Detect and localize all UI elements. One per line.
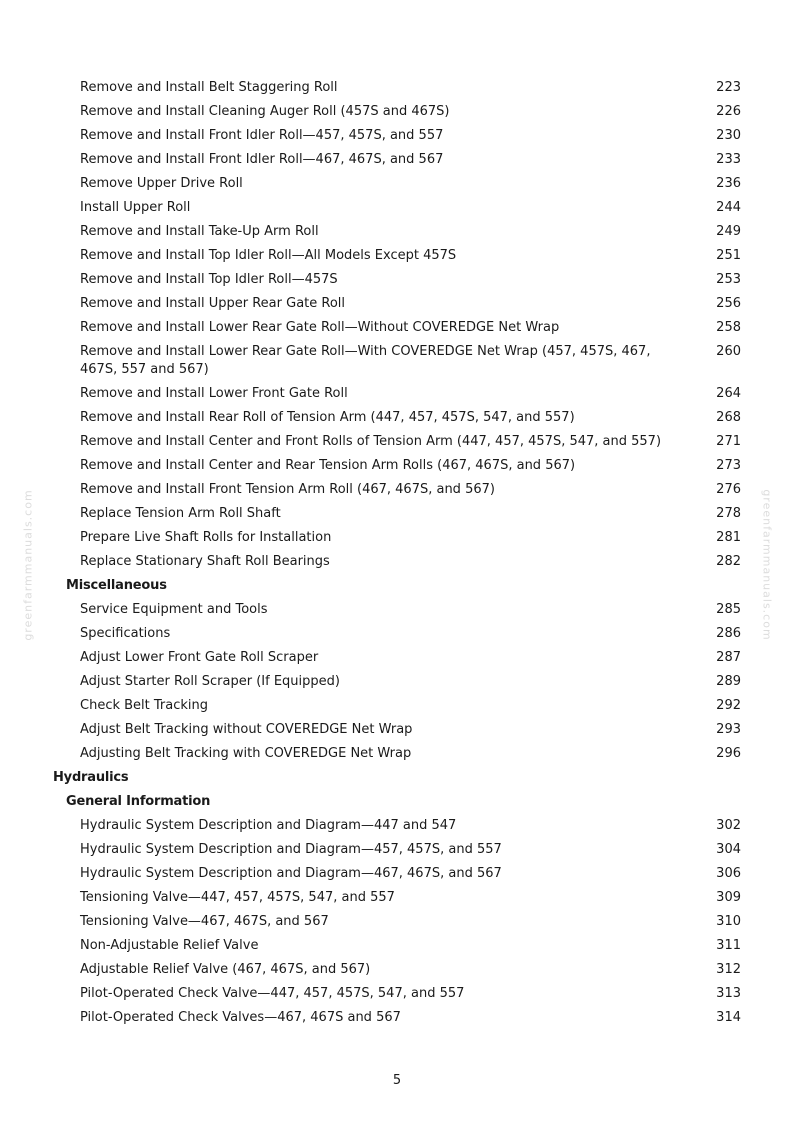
toc-entry-page-number: 310 <box>716 914 741 929</box>
toc-entry[interactable] <box>0 172 794 196</box>
toc-entry-page-number: 309 <box>716 890 741 905</box>
toc-entry-title: Pilot-Operated Check Valve—447, 457, 457S, 547, and 557 <box>80 986 465 1001</box>
toc-entry-title: Remove and Install Center and Rear Tension Arm Rolls (467, 467S, and 567) <box>80 458 576 473</box>
toc-entry[interactable] <box>0 220 794 244</box>
toc-entry-title: Remove and Install Front Idler Roll—457, 457S, and 557 <box>80 128 444 143</box>
toc-entry-title: Adjustable Relief Valve (467, 467S, and 567) <box>80 962 371 977</box>
toc-entry[interactable] <box>0 430 794 454</box>
page-number: 5 <box>392 1073 402 1088</box>
toc-entry[interactable] <box>0 76 794 100</box>
toc-entry-title: Adjust Belt Tracking without COVEREDGE Net Wrap <box>80 722 413 737</box>
toc-entry-page-number: 249 <box>716 224 741 239</box>
toc-entry-title: Adjust Lower Front Gate Roll Scraper <box>80 650 319 665</box>
toc-entry-page-number: 289 <box>716 674 741 689</box>
toc-entry-title: General Information <box>66 794 211 809</box>
toc-entry-page-number: 233 <box>716 152 741 167</box>
toc-entry-page-number: 304 <box>716 842 741 857</box>
toc-entry-title: Service Equipment and Tools <box>80 602 268 617</box>
toc-entry-page-number: 293 <box>716 722 741 737</box>
toc-entry-page-number: 306 <box>716 866 741 881</box>
toc-entry[interactable] <box>0 934 794 958</box>
toc-entry[interactable] <box>0 814 794 838</box>
toc-entry-page-number: 268 <box>716 410 741 425</box>
toc-entry-page-number: 292 <box>716 698 741 713</box>
toc-entry[interactable] <box>0 982 794 1006</box>
toc-entry[interactable] <box>0 1006 794 1030</box>
toc-entry[interactable] <box>0 148 794 172</box>
toc-entry-page-number: 302 <box>716 818 741 833</box>
toc-entry[interactable] <box>0 268 794 292</box>
toc-entry-page-number: 311 <box>716 938 741 953</box>
toc-entry[interactable] <box>0 478 794 502</box>
toc-entry-title: Remove and Install Rear Roll of Tension Arm (447, 457, 457S, 547, and 557) <box>80 410 575 425</box>
toc-entry[interactable] <box>0 502 794 526</box>
toc-entry-page-number: 287 <box>716 650 741 665</box>
toc-entry-title: Hydraulic System Description and Diagram—467, 467S, and 567 <box>80 866 502 881</box>
toc-entry-title: Remove and Install Belt Staggering Roll <box>80 80 338 95</box>
toc-entry-title: Adjusting Belt Tracking with COVEREDGE Net Wrap <box>80 746 412 761</box>
toc-entry[interactable] <box>0 526 794 550</box>
toc-entry[interactable] <box>0 454 794 478</box>
toc-entry-page-number: 258 <box>716 320 741 335</box>
toc-entry-title: Remove and Install Lower Rear Gate Roll—Without COVEREDGE Net Wrap <box>80 320 560 335</box>
toc-entry-page-number: 278 <box>716 506 741 521</box>
toc-entry-title: Specifications <box>80 626 171 641</box>
table-of-contents <box>0 76 794 1030</box>
toc-entry-page-number: 273 <box>716 458 741 473</box>
toc-entry-page-number: 271 <box>716 434 741 449</box>
toc-entry-title: Remove and Install Front Tension Arm Roll (467, 467S, and 567) <box>80 482 495 497</box>
toc-entry-title: Check Belt Tracking <box>80 698 209 713</box>
toc-entry-title: Install Upper Roll <box>80 200 191 215</box>
toc-entry-title: Remove and Install Top Idler Roll—457S <box>80 272 338 287</box>
toc-entry-page-number: 253 <box>716 272 741 287</box>
toc-entry-title: Replace Tension Arm Roll Shaft <box>80 506 281 521</box>
toc-section-heading <box>0 766 794 790</box>
toc-entry-title: Remove and Install Lower Rear Gate Roll—With COVEREDGE Net Wrap (457, 457S, 467, 467S, 557 and 567) <box>80 344 651 377</box>
toc-entry[interactable] <box>0 100 794 124</box>
toc-entry[interactable] <box>0 694 794 718</box>
toc-section-heading <box>0 574 794 598</box>
toc-entry[interactable] <box>0 382 794 406</box>
toc-entry-page-number: 286 <box>716 626 741 641</box>
toc-entry[interactable] <box>0 862 794 886</box>
toc-entry-page-number: 226 <box>716 104 741 119</box>
toc-entry-page-number: 256 <box>716 296 741 311</box>
toc-entry[interactable] <box>0 292 794 316</box>
toc-entry-title: Replace Stationary Shaft Roll Bearings <box>80 554 330 569</box>
toc-entry-title: Remove and Install Front Idler Roll—467, 467S, and 567 <box>80 152 444 167</box>
toc-entry-title: Pilot-Operated Check Valves—467, 467S and 567 <box>80 1010 401 1025</box>
toc-entry-page-number: 281 <box>716 530 741 545</box>
toc-entry-title: Hydraulic System Description and Diagram—447 and 547 <box>80 818 457 833</box>
toc-entry[interactable] <box>0 718 794 742</box>
toc-entry-title: Remove Upper Drive Roll <box>80 176 243 191</box>
toc-entry-page-number: 285 <box>716 602 741 617</box>
toc-entry-title: Adjust Starter Roll Scraper (If Equipped) <box>80 674 340 689</box>
toc-entry[interactable] <box>0 598 794 622</box>
toc-entry-page-number: 244 <box>716 200 741 215</box>
toc-entry-page-number: 236 <box>716 176 741 191</box>
toc-entry-title: Remove and Install Center and Front Rolls of Tension Arm (447, 457, 457S, 547, and 557) <box>80 434 662 449</box>
toc-entry[interactable] <box>0 550 794 574</box>
toc-entry[interactable] <box>0 622 794 646</box>
toc-entry[interactable] <box>0 196 794 220</box>
toc-entry[interactable] <box>0 670 794 694</box>
toc-entry[interactable] <box>0 886 794 910</box>
toc-entry-page-number: 230 <box>716 128 741 143</box>
watermark-right: greenfarmmanuals.com <box>760 489 774 641</box>
toc-entry-title: Remove and Install Top Idler Roll—All Models Except 457S <box>80 248 457 263</box>
toc-entry-title: Remove and Install Cleaning Auger Roll (457S and 467S) <box>80 104 450 119</box>
toc-entry-page-number: 296 <box>716 746 741 761</box>
toc-entry[interactable] <box>0 910 794 934</box>
toc-entry[interactable] <box>0 340 794 382</box>
toc-entry[interactable] <box>0 646 794 670</box>
toc-entry-page-number: 313 <box>716 986 741 1001</box>
toc-entry-page-number: 282 <box>716 554 741 569</box>
toc-entry-title: Prepare Live Shaft Rolls for Installation <box>80 530 332 545</box>
toc-entry[interactable] <box>0 244 794 268</box>
toc-entry-title: Miscellaneous <box>66 578 167 593</box>
toc-entry[interactable] <box>0 406 794 430</box>
toc-entry-page-number: 223 <box>716 80 741 95</box>
toc-entry-title: Remove and Install Lower Front Gate Roll <box>80 386 348 401</box>
toc-entry-title: Hydraulic System Description and Diagram—457, 457S, and 557 <box>80 842 502 857</box>
toc-entry-title: Hydraulics <box>53 770 129 785</box>
toc-entry[interactable] <box>0 124 794 148</box>
toc-entry[interactable] <box>0 838 794 862</box>
toc-entry-page-number: 264 <box>716 386 741 401</box>
toc-entry-page-number: 260 <box>716 344 741 359</box>
watermark-left: greenfarmmanuals.com <box>21 489 35 641</box>
toc-entry-page-number: 251 <box>716 248 741 263</box>
toc-entry-title: Tensioning Valve—467, 467S, and 567 <box>80 914 329 929</box>
toc-entry-title: Remove and Install Upper Rear Gate Roll <box>80 296 346 311</box>
toc-entry-title: Tensioning Valve—447, 457, 457S, 547, and 557 <box>80 890 395 905</box>
toc-entry-page-number: 312 <box>716 962 741 977</box>
toc-entry-page-number: 314 <box>716 1010 741 1025</box>
toc-entry[interactable] <box>0 316 794 340</box>
toc-section-heading <box>0 790 794 814</box>
toc-entry-title: Non-Adjustable Relief Valve <box>80 938 259 953</box>
toc-entry[interactable] <box>0 742 794 766</box>
toc-entry-title: Remove and Install Take-Up Arm Roll <box>80 224 319 239</box>
toc-entry[interactable] <box>0 958 794 982</box>
toc-entry-page-number: 276 <box>716 482 741 497</box>
